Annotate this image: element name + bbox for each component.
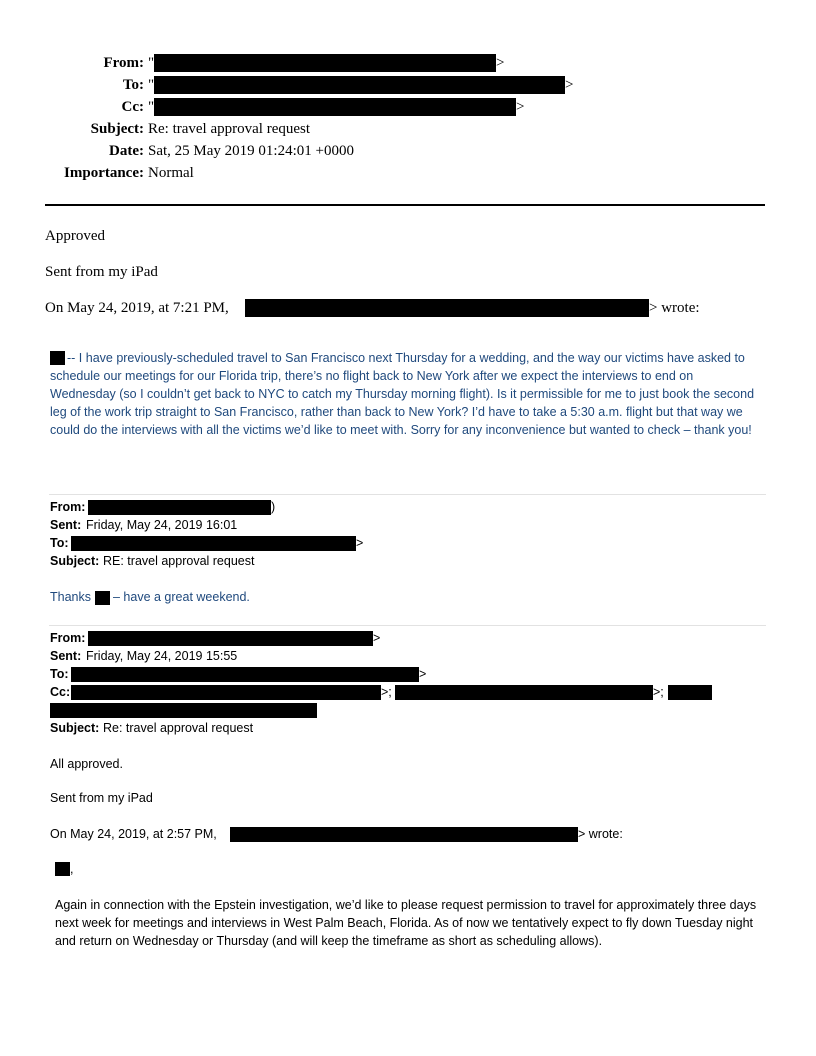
- email2-to-label: To:: [50, 536, 69, 550]
- email2-subject-value: RE: travel approval request: [103, 554, 255, 568]
- redaction-bar: [50, 703, 317, 718]
- to-label: To:: [122, 77, 144, 93]
- message-divider: [49, 625, 766, 626]
- email3-quote-prefix: On May 24, 2019, at 2:57 PM,: [50, 827, 217, 841]
- email3-from-label: From:: [50, 631, 86, 645]
- reply-signature: Sent from my iPad: [45, 264, 158, 280]
- redaction-bar: [154, 76, 565, 94]
- email2-sent-value: Friday, May 24, 2019 16:01: [86, 518, 238, 532]
- cc-label: Cc:: [121, 99, 144, 115]
- subject-label: Subject:: [90, 121, 144, 137]
- email3-subject-label: Subject:: [50, 721, 100, 735]
- email3-to-suffix: >: [419, 667, 427, 681]
- email3-sent-value: Friday, May 24, 2019 15:55: [86, 649, 238, 663]
- redaction-bar: [95, 591, 110, 605]
- redaction-bar: [71, 685, 381, 700]
- cc-value: ": [148, 99, 155, 115]
- message-divider: [49, 494, 766, 495]
- email3-cc-label: Cc:: [50, 685, 71, 699]
- email2-to-suffix: >: [356, 536, 364, 550]
- quote-attribution-suffix: > wrote:: [649, 300, 700, 316]
- email3-to-label: To:: [50, 667, 69, 681]
- subject-value: Re: travel approval request: [148, 121, 311, 137]
- email3-cc-sep1: >;: [381, 685, 392, 699]
- redaction-bar: [71, 667, 419, 682]
- from-suffix: >: [496, 55, 505, 71]
- reply-body: Approved: [45, 228, 105, 244]
- email2-from-suffix: ): [271, 500, 276, 514]
- email3-body: All approved.: [50, 757, 123, 771]
- redaction-bar: [88, 500, 271, 515]
- redaction-bar: [230, 827, 578, 842]
- importance-value: Normal: [148, 165, 194, 181]
- email2-subject-label: Subject:: [50, 554, 100, 568]
- email3-signature: Sent from my iPad: [50, 791, 153, 805]
- redaction-bar: [668, 685, 712, 700]
- from-value: ": [148, 55, 155, 71]
- email3-sent-label: Sent:: [50, 649, 82, 663]
- date-label: Date:: [109, 143, 144, 159]
- redaction-bar: [154, 98, 516, 116]
- email3-quote-suffix: > wrote:: [578, 827, 623, 841]
- email3-greeting-suffix: ,: [70, 862, 74, 876]
- redaction-bar: [88, 631, 373, 646]
- redaction-bar: [55, 862, 70, 876]
- email3-request-body: Again in connection with the Epstein investigation, we’d like to please request permission to travel for approximately three days next week for meetings and interviews in West Palm Beach, Florida. As of now we tentatively expect to fly down Tuesday night and return on Wednesday or Thursday (and will keep the timeframe as short as scheduling allows).: [55, 898, 757, 948]
- from-label: From:: [103, 55, 144, 71]
- redaction-bar: [395, 685, 653, 700]
- email3-subject-value: Re: travel approval request: [103, 721, 254, 735]
- email2-body-suffix: – have a great weekend.: [113, 590, 250, 604]
- redaction-bar: [154, 54, 496, 72]
- redaction-bar: [71, 536, 356, 551]
- to-value: ": [148, 77, 155, 93]
- redaction-bar: [245, 299, 649, 317]
- email3-cc-sep2: >;: [653, 685, 664, 699]
- request-message-body: -- I have previously-scheduled travel to San Francisco next Thursday for a wedding, and the way our victims have asked to schedule our meetings for our Florida trip, there’s no flight back to New York after we expect the interviews to end on Wednesday (so I couldn’t get back to NYC to catch my Thursday morning flight). Is it permissible for me to just book the second leg of the work trip straight to San Francisco, rather than back to New York? I’d have to take a 5:30 a.m. flight but that way we could do the interviews with all the victims we’d like to meet with. Sorry for any inconvenience but wanted to check – thank you!: [50, 351, 755, 437]
- importance-label: Importance:: [64, 165, 144, 181]
- to-suffix: >: [565, 77, 574, 93]
- header-divider: [45, 204, 765, 206]
- date-value: Sat, 25 May 2019 01:24:01 +0000: [148, 143, 354, 159]
- email2-from-label: From:: [50, 500, 86, 514]
- email2-sent-label: Sent:: [50, 518, 82, 532]
- cc-suffix: >: [516, 99, 525, 115]
- quote-attribution-prefix: On May 24, 2019, at 7:21 PM,: [45, 300, 229, 316]
- email3-from-suffix: >: [373, 631, 381, 645]
- email2-body-prefix: Thanks: [50, 590, 91, 604]
